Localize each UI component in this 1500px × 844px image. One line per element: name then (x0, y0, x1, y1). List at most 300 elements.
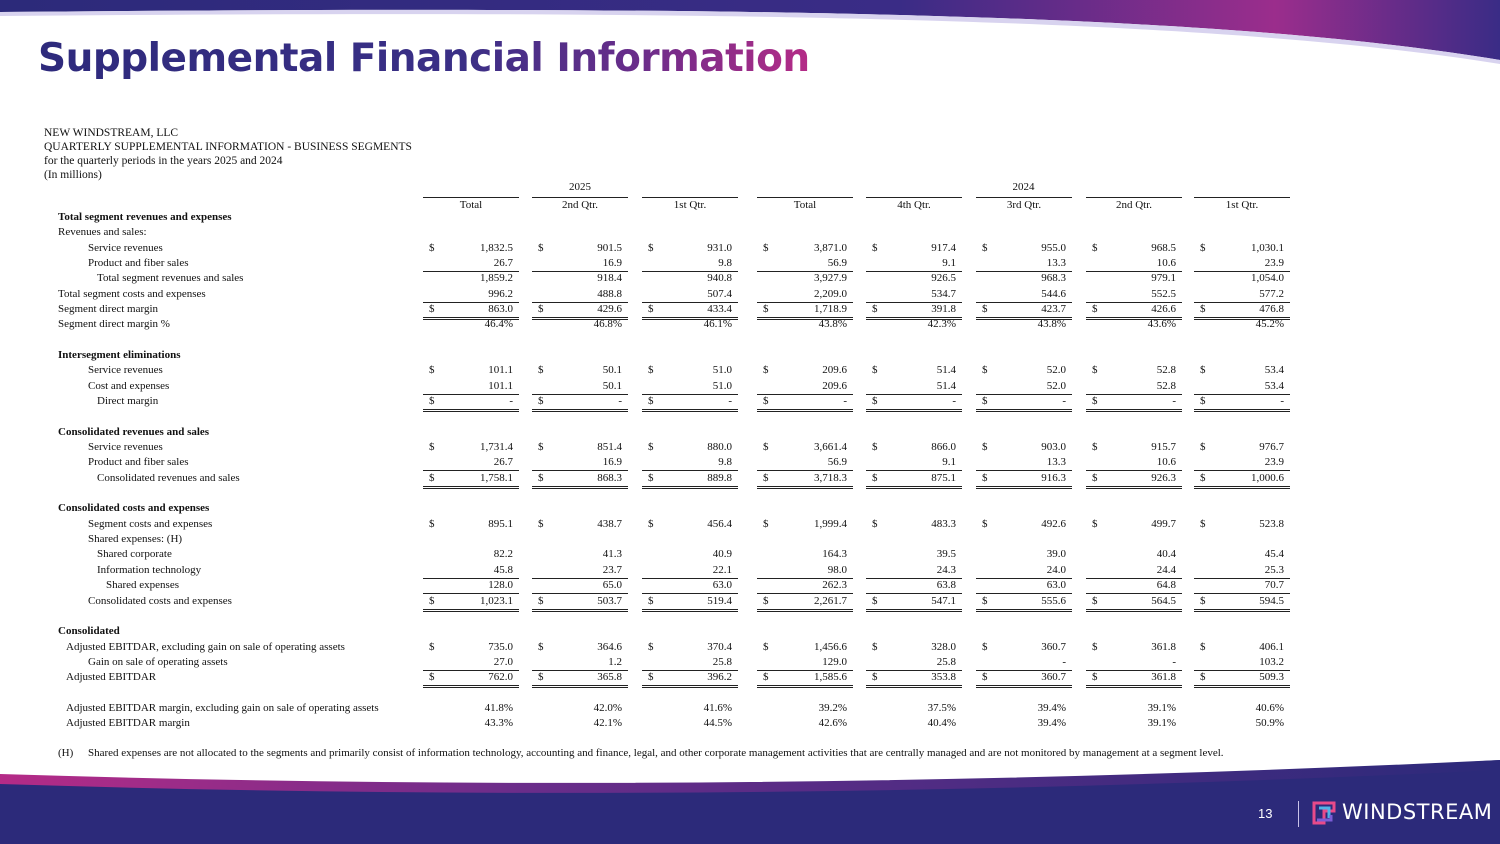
table-cell (532, 440, 628, 455)
currency-symbol: $ (429, 640, 435, 653)
row-label: Total segment revenues and expenses (58, 211, 232, 223)
table-cell (757, 287, 853, 303)
cell-value: 39.4% (1037, 717, 1066, 730)
table-row (0, 425, 1500, 440)
table-cell (976, 455, 1072, 471)
currency-symbol: $ (648, 517, 654, 530)
cell-value: 364.6 (597, 640, 622, 653)
currency-symbol: $ (872, 594, 878, 607)
table-cell (1086, 317, 1182, 332)
cell-value: 534.7 (931, 287, 956, 300)
cell-value: 51.0 (712, 364, 732, 377)
cell-value: 50.9% (1255, 717, 1284, 730)
table-cell (642, 241, 738, 256)
cell-value: 56.9 (827, 257, 847, 270)
table-cell (976, 655, 1072, 671)
cell-value: 1,758.1 (480, 471, 513, 484)
table-cell (1086, 640, 1182, 655)
cell-value: 98.0 (827, 563, 847, 576)
currency-symbol: $ (982, 364, 988, 377)
table-cell (642, 655, 738, 671)
table-cell (1194, 716, 1290, 731)
table-cell (423, 563, 519, 579)
table-cell (866, 363, 962, 378)
row-label: Segment direct margin (58, 303, 158, 316)
table-cell (642, 563, 738, 579)
cell-value: 916.3 (1041, 471, 1066, 484)
table-cell (866, 716, 962, 731)
table-cell (532, 701, 628, 716)
row-label: Adjusted EBITDAR margin, excluding gain on sale of operating assets (66, 701, 379, 714)
table-row (0, 686, 1500, 701)
cell-value: 101.1 (488, 379, 513, 392)
table-cell (1086, 716, 1182, 731)
column-header: 3rd Qtr. (976, 197, 1072, 212)
cell-value: 507.4 (707, 287, 732, 300)
cell-value: - (618, 395, 622, 408)
cell-value: 926.5 (931, 272, 956, 285)
table-cell (1194, 379, 1290, 395)
currency-symbol: $ (538, 640, 544, 653)
currency-symbol: $ (429, 395, 435, 408)
cell-value: 868.3 (597, 471, 622, 484)
currency-symbol: $ (872, 517, 878, 530)
currency-symbol: $ (982, 517, 988, 530)
table-cell (1086, 701, 1182, 716)
cell-value: 25.8 (712, 655, 732, 668)
cell-value: 365.8 (597, 671, 622, 684)
table-cell (866, 256, 962, 272)
row-label: Service revenues (88, 441, 163, 454)
cell-value: 209.6 (822, 379, 847, 392)
table-row (0, 210, 1500, 225)
table-cell (1086, 379, 1182, 395)
currency-symbol: $ (1200, 395, 1206, 408)
table-cell (866, 271, 962, 286)
cell-value: 51.4 (936, 364, 956, 377)
cell-value: 40.6% (1255, 701, 1284, 714)
cell-value: - (728, 395, 732, 408)
currency-symbol: $ (872, 395, 878, 408)
table-cell (532, 563, 628, 579)
cell-value: 488.8 (597, 287, 622, 300)
table-cell (757, 701, 853, 716)
row-label: Revenues and sales: (58, 226, 147, 239)
cell-value: 915.7 (1151, 441, 1176, 454)
column-header: Total (423, 197, 519, 212)
currency-symbol: $ (429, 671, 435, 684)
table-cell (532, 287, 628, 303)
table-cell (642, 517, 738, 532)
footnote-mark: (H) (58, 747, 74, 759)
cell-value: 476.8 (1259, 303, 1284, 316)
currency-symbol: $ (648, 640, 654, 653)
cell-value: 52.0 (1046, 379, 1066, 392)
cell-value: 43.8% (818, 318, 847, 331)
table-row (0, 532, 1500, 547)
table-row (0, 287, 1500, 302)
currency-symbol: $ (538, 517, 544, 530)
cell-value: 24.4 (1156, 563, 1176, 576)
cell-value: 917.4 (931, 241, 956, 254)
cell-value: 2,261.7 (814, 594, 847, 607)
currency-symbol: $ (429, 441, 435, 454)
cell-value: 13.3 (1046, 456, 1066, 469)
table-row (0, 517, 1500, 532)
currency-symbol: $ (1092, 471, 1098, 484)
cell-value: 3,661.4 (814, 441, 847, 454)
cell-value: 39.1% (1147, 717, 1176, 730)
cell-value: 968.5 (1151, 241, 1176, 254)
table-cell (642, 716, 738, 731)
cell-value: 26.7 (493, 456, 513, 469)
table-cell (976, 517, 1072, 532)
cell-value: 863.0 (488, 303, 513, 316)
cell-value: 503.7 (597, 594, 622, 607)
table-cell (1194, 317, 1290, 332)
currency-symbol: $ (982, 594, 988, 607)
table-cell (1194, 455, 1290, 471)
table-cell (423, 701, 519, 716)
cell-value: 396.2 (707, 671, 732, 684)
table-cell (423, 455, 519, 471)
table-cell (642, 640, 738, 655)
table-row (0, 271, 1500, 286)
cell-value: - (1062, 395, 1066, 408)
table-cell (757, 455, 853, 471)
row-label: Shared corporate (97, 548, 172, 561)
currency-symbol: $ (538, 364, 544, 377)
row-label: Information technology (97, 563, 202, 576)
table-cell (1086, 363, 1182, 378)
currency-symbol: $ (648, 441, 654, 454)
currency-symbol: $ (763, 671, 769, 684)
table-cell (532, 578, 628, 594)
table-cell (757, 517, 853, 532)
row-label: Total segment costs and expenses (58, 287, 206, 300)
column-header: Total (757, 197, 853, 212)
cell-value: 63.0 (1046, 579, 1066, 592)
document-header (44, 126, 412, 182)
table-row (0, 624, 1500, 639)
cell-value: 26.7 (493, 257, 513, 270)
row-label: Cost and expenses (88, 379, 170, 392)
column-header: 1st Qtr. (1194, 197, 1290, 212)
table-cell (757, 271, 853, 286)
cell-value: 555.6 (1041, 594, 1066, 607)
table-cell (1194, 241, 1290, 256)
cell-value: 976.7 (1259, 441, 1284, 454)
cell-value: 3,718.3 (814, 471, 847, 484)
currency-symbol: $ (982, 671, 988, 684)
row-label: Adjusted EBITDAR, excluding gain on sale of operating assets (66, 640, 345, 653)
cell-value: 370.4 (707, 640, 732, 653)
cell-value: 9.8 (718, 456, 732, 469)
table-cell (976, 578, 1072, 594)
cell-value: 82.2 (493, 548, 513, 561)
table-row (0, 333, 1500, 348)
currency-symbol: $ (1092, 395, 1098, 408)
year-2025-header: 2025 (569, 181, 591, 193)
cell-value: 594.5 (1259, 594, 1284, 607)
currency-symbol: $ (538, 395, 544, 408)
table-cell (642, 547, 738, 562)
page-number: 13 (1258, 806, 1273, 821)
cell-value: 24.3 (936, 563, 956, 576)
cell-value: 45.2% (1255, 318, 1284, 331)
table-cell (976, 440, 1072, 455)
currency-symbol: $ (982, 640, 988, 653)
cell-value: 429.6 (597, 303, 622, 316)
table-row (0, 394, 1500, 409)
table-row (0, 348, 1500, 363)
table-row (0, 501, 1500, 516)
cell-value: 931.0 (707, 241, 732, 254)
currency-symbol: $ (538, 671, 544, 684)
row-label: Consolidated (58, 625, 120, 638)
cell-value: 423.7 (1041, 303, 1066, 316)
cell-value: 955.0 (1041, 241, 1066, 254)
cell-value: 42.0% (593, 701, 622, 714)
table-cell (866, 578, 962, 594)
table-cell (757, 256, 853, 272)
cell-value: 52.8 (1156, 364, 1176, 377)
table-cell (976, 241, 1072, 256)
currency-symbol: $ (763, 241, 769, 254)
table-cell (1086, 517, 1182, 532)
cell-value: 968.3 (1041, 272, 1066, 285)
cell-value: 40.4% (927, 717, 956, 730)
cell-value: 25.3 (1264, 563, 1284, 576)
cell-value: 25.8 (936, 655, 956, 668)
table-cell (1194, 517, 1290, 532)
table-cell (1086, 578, 1182, 594)
currency-symbol: $ (648, 241, 654, 254)
currency-symbol: $ (1092, 517, 1098, 530)
table-cell (757, 440, 853, 455)
table-cell (642, 287, 738, 303)
table-cell (866, 440, 962, 455)
row-label: Adjusted EBITDAR margin (66, 717, 190, 730)
table-cell (1194, 701, 1290, 716)
currency-symbol: $ (982, 395, 988, 408)
currency-symbol: $ (1200, 471, 1206, 484)
cell-value: 940.8 (707, 272, 732, 285)
table-cell (532, 241, 628, 256)
table-cell (976, 256, 1072, 272)
cell-value: 52.8 (1156, 379, 1176, 392)
currency-symbol: $ (1092, 441, 1098, 454)
cell-value: 40.9 (712, 548, 732, 561)
cell-value: 519.4 (707, 594, 732, 607)
bottom-decorative-band (0, 760, 1500, 844)
table-cell (1194, 563, 1290, 579)
cell-value: 39.4% (1037, 701, 1066, 714)
report-title: QUARTERLY SUPPLEMENTAL INFORMATION - BUSINESS SEGMENTS (44, 141, 412, 153)
row-label: Intersegment eliminations (58, 349, 181, 362)
table-cell (1086, 563, 1182, 579)
row-label: Service revenues (88, 364, 163, 377)
table-row (0, 563, 1500, 578)
table-cell (642, 701, 738, 716)
cell-value: 361.8 (1151, 640, 1176, 653)
currency-symbol: $ (1092, 364, 1098, 377)
table-cell (532, 716, 628, 731)
table-cell (532, 640, 628, 655)
currency-symbol: $ (1092, 594, 1098, 607)
table-cell (423, 317, 519, 332)
table-cell (866, 563, 962, 579)
cell-value: 492.6 (1041, 517, 1066, 530)
table-cell (423, 640, 519, 655)
cell-value: 46.1% (703, 318, 732, 331)
table-cell (976, 379, 1072, 395)
year-2024-header: 2024 (1012, 181, 1035, 193)
table-cell (866, 379, 962, 395)
cell-value: 164.3 (822, 548, 847, 561)
cell-value: - (843, 395, 847, 408)
cell-value: 426.6 (1151, 303, 1176, 316)
currency-symbol: $ (1092, 241, 1098, 254)
cell-value: 360.7 (1041, 671, 1066, 684)
cell-value: - (1280, 395, 1284, 408)
currency-symbol: $ (763, 303, 769, 316)
cell-value: 483.3 (931, 517, 956, 530)
currency-symbol: $ (538, 303, 544, 316)
row-label: Product and fiber sales (88, 456, 189, 469)
report-period: for the quarterly periods in the years 2025 and 2024 (44, 155, 283, 167)
cell-value: 353.8 (931, 671, 956, 684)
table-row (0, 655, 1500, 670)
currency-symbol: $ (982, 441, 988, 454)
cell-value: 875.1 (931, 471, 956, 484)
table-cell (1194, 640, 1290, 655)
cell-value: - (952, 395, 956, 408)
currency-symbol: $ (429, 241, 435, 254)
currency-symbol: $ (1200, 640, 1206, 653)
currency-symbol: $ (1092, 640, 1098, 653)
currency-symbol: $ (648, 395, 654, 408)
table-cell (642, 317, 738, 332)
table-cell (1086, 440, 1182, 455)
cell-value: 41.6% (703, 701, 732, 714)
currency-symbol: $ (982, 471, 988, 484)
cell-value: 53.4 (1264, 364, 1284, 377)
cell-value: 51.4 (936, 379, 956, 392)
cell-value: 52.0 (1046, 364, 1066, 377)
table-row (0, 409, 1500, 424)
row-label: Consolidated revenues and sales (97, 471, 240, 484)
row-label: Direct margin (97, 395, 159, 408)
cell-value: 9.8 (718, 257, 732, 270)
cell-value: 509.3 (1259, 671, 1284, 684)
cell-value: 880.0 (707, 441, 732, 454)
table-cell (423, 578, 519, 594)
cell-value: 979.1 (1151, 272, 1176, 285)
cell-value: 1,456.6 (814, 640, 847, 653)
table-cell (1194, 271, 1290, 286)
cell-value: 1,859.2 (480, 272, 513, 285)
currency-symbol: $ (982, 241, 988, 254)
table-cell (866, 655, 962, 671)
cell-value: 1,731.4 (480, 441, 513, 454)
table-cell (532, 547, 628, 562)
table-cell (866, 287, 962, 303)
row-label: Shared expenses (106, 579, 180, 592)
cell-value: 50.1 (602, 379, 622, 392)
table-cell (1194, 363, 1290, 378)
table-row (0, 256, 1500, 271)
currency-symbol: $ (1200, 303, 1206, 316)
cell-value: 328.0 (931, 640, 956, 653)
currency-symbol: $ (429, 517, 435, 530)
currency-symbol: $ (872, 671, 878, 684)
cell-value: 10.6 (1156, 257, 1176, 270)
currency-symbol: $ (1200, 441, 1206, 454)
table-cell (757, 716, 853, 731)
cell-value: 46.4% (484, 318, 513, 331)
cell-value: 926.3 (1151, 471, 1176, 484)
cell-value: 209.6 (822, 364, 847, 377)
windstream-logo-icon (1310, 799, 1338, 827)
table-cell (757, 363, 853, 378)
company-name: NEW WINDSTREAM, LLC (44, 127, 179, 139)
currency-symbol: $ (538, 441, 544, 454)
table-cell (532, 379, 628, 395)
table-row (0, 302, 1500, 317)
table-cell (976, 287, 1072, 303)
cell-value: 51.0 (712, 379, 732, 392)
cell-value: 45.4 (1264, 548, 1284, 561)
currency-symbol: $ (872, 303, 878, 316)
footnote-text: Shared expenses are not allocated to the segments and primarily consist of information technology, accounting and finance, legal, and other corporate management activities that are centrally managed and are not monitored by management at a segment level. (88, 747, 1224, 759)
cell-value: 762.0 (488, 671, 513, 684)
cell-value: - (509, 395, 513, 408)
table-row (0, 670, 1500, 685)
currency-symbol: $ (429, 303, 435, 316)
table-cell (423, 256, 519, 272)
row-label: Segment costs and expenses (88, 517, 213, 530)
table-cell (866, 455, 962, 471)
table-cell (757, 578, 853, 594)
table-cell (757, 241, 853, 256)
cell-value: 27.0 (493, 655, 513, 668)
cell-value: 996.2 (488, 287, 513, 300)
table-row (0, 486, 1500, 501)
table-row (0, 363, 1500, 378)
currency-symbol: $ (763, 441, 769, 454)
table-cell (423, 547, 519, 562)
table-cell (976, 640, 1072, 655)
currency-symbol: $ (1200, 241, 1206, 254)
cell-value: 544.6 (1041, 287, 1066, 300)
table-row (0, 440, 1500, 455)
currency-symbol: $ (872, 364, 878, 377)
table-row (0, 640, 1500, 655)
table-cell (866, 547, 962, 562)
currency-symbol: $ (538, 471, 544, 484)
table-cell (532, 363, 628, 378)
table-row (0, 379, 1500, 394)
table-cell (1194, 287, 1290, 303)
cell-value: 41.8% (484, 701, 513, 714)
cell-value: 262.3 (822, 579, 847, 592)
table-row (0, 594, 1500, 609)
table-cell (642, 455, 738, 471)
cell-value: 3,871.0 (814, 241, 847, 254)
currency-symbol: $ (429, 364, 435, 377)
cell-value: 103.2 (1259, 655, 1284, 668)
